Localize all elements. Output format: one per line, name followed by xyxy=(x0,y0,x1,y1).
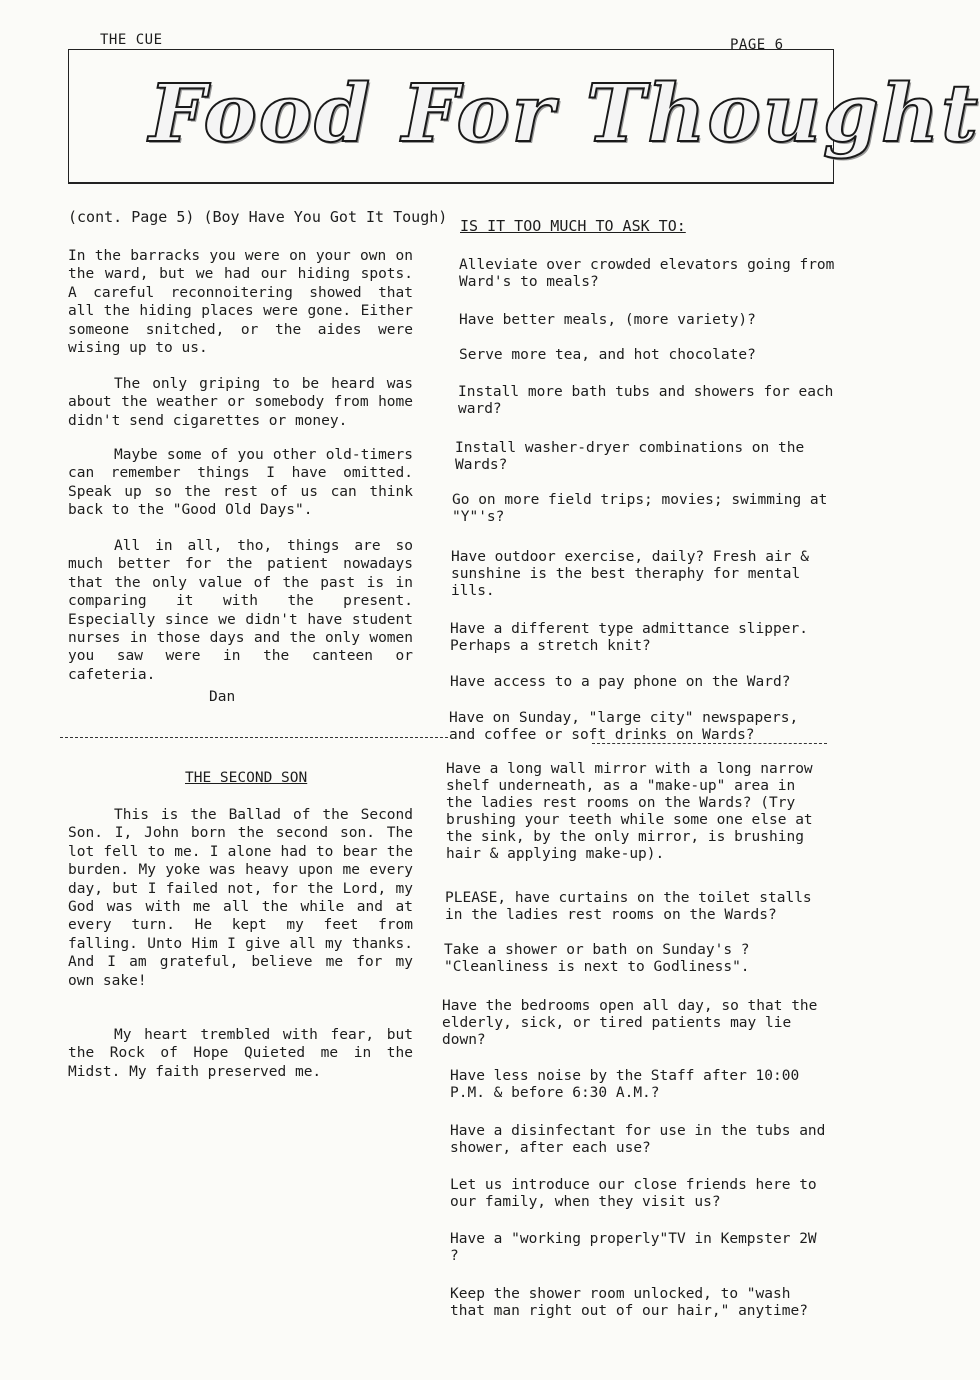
article-paragraph: My heart trembled with fear, but the Rock of Hope Quieted me in the Midst. My faith preserved me. xyxy=(68,1027,413,1080)
question-item: Serve more tea, and hot chocolate? xyxy=(459,347,756,363)
question-item: Install more bath tubs and showers for each ward? xyxy=(458,384,834,417)
question-item: Keep the shower room unlocked, to "wash that man right out of our hair," anytime? xyxy=(450,1286,808,1319)
question-item: Have outdoor exercise, daily? Fresh air & sunshine is the best theraphy for mental ills. xyxy=(451,549,809,599)
story-paragraph: In the barracks you were on your own on the ward, but we had our hiding spots. A careful reconnoitering showed that all the hiding places were gone. Either someone snitched, or the aides were wising up to us. xyxy=(68,248,413,357)
question-item: Have better meals, (more variety)? xyxy=(459,312,756,328)
questions-heading: IS IT TOO MUCH TO ASK TO: xyxy=(460,217,686,235)
article-title: THE SECOND SON xyxy=(185,770,308,786)
publication-name: THE CUE xyxy=(100,32,163,48)
question-item: Have a different type admittance slipper. Perhaps a stretch knit? xyxy=(450,621,808,654)
question-item: Have a "working properly"TV in Kempster 2W ? xyxy=(450,1231,817,1264)
page-number: PAGE 6 xyxy=(730,37,784,53)
section-divider xyxy=(60,737,448,738)
question-item: Have a long wall mirror with a long narrow shelf underneath, as a "make-up" area in the ladies rest rooms on the Wards? (Try brushing your teeth while some one else at the sink, by the only mirror, is brushing hair & applying make-up). xyxy=(446,761,813,862)
question-item: Have less noise by the Staff after 10:00 P.M. & before 6:30 A.M.? xyxy=(450,1068,800,1101)
author-signature: Dan xyxy=(209,689,236,705)
masthead-box xyxy=(68,49,980,184)
masthead-title: Food For Thought xyxy=(149,66,980,160)
question-item: Alleviate over crowded elevators going from Ward's to meals? xyxy=(459,257,835,290)
question-item: Have on Sunday, "large city" newspapers, and coffee or soft drinks on Wards? xyxy=(449,710,799,743)
question-item: Let us introduce our close friends here to our family, when they visit us? xyxy=(450,1177,817,1210)
story-paragraph: The only griping to be heard was about the weather or somebody from home didn't send cigarettes or money. xyxy=(68,376,413,429)
question-item: Have the bedrooms open all day, so that the elderly, sick, or tired patients may lie down? xyxy=(442,998,818,1048)
question-item: PLEASE, have curtains on the toilet stalls in the ladies rest rooms on the Wards? xyxy=(445,890,812,923)
story-paragraph: Maybe some of you other old-timers can remember things I have omitted. Speak up so the rest of us can think back to the "Good Old Days". xyxy=(68,447,413,519)
question-item: Go on more field trips; movies; swimming at "Y"'s? xyxy=(452,492,828,525)
question-item: Take a shower or bath on Sunday's ? "Cleanliness is next to Godliness". xyxy=(444,942,750,975)
article-paragraph: This is the Ballad of the Second Son. I, John born the second son. The lot fell to me. I alone had to bear the burden. My yoke was heavy upon me every day, but I failed not, for the Lord, my God was with me all the while and at every turn. He kept my feet from falling. Unto Him I give all my thanks. And I am grateful, believe me for my own sake! xyxy=(68,807,413,989)
question-item: Install washer-dryer combinations on the Wards? xyxy=(455,440,805,473)
question-item: Have a disinfectant for use in the tubs and shower, after each use? xyxy=(450,1123,826,1156)
question-item: Have access to a pay phone on the Ward? xyxy=(450,674,791,690)
continuation-line: (cont. Page 5) (Boy Have You Got It Tough) xyxy=(68,208,448,226)
story-paragraph: All in all, tho, things are so much better for the patient nowadays that the only value of the past is in comparing it with the present. Especially since we didn't have student nurses in those days and the only women you saw were in the canteen or cafeteria. xyxy=(68,538,413,683)
